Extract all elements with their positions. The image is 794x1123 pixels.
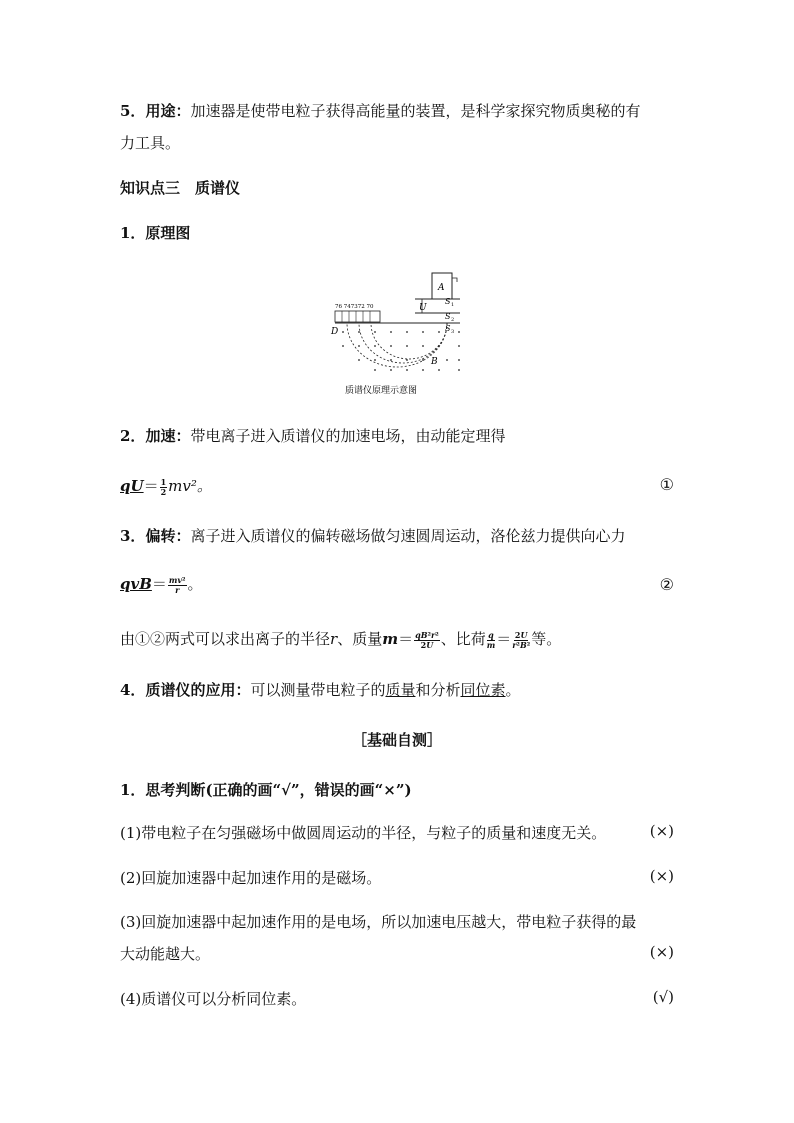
diagram-caption: 质谱仪原理示意图 — [345, 386, 418, 396]
svg-text:3: 3 — [451, 329, 455, 335]
item5-head: 用途： — [145, 102, 191, 120]
underlined-mass: 质量 — [385, 681, 416, 699]
s3-line: 3．偏转：离子进入质谱仪的偏转磁场做匀速圆周运动，洛伦兹力提供向心力 — [120, 527, 626, 545]
label-s2: S — [445, 312, 451, 321]
label-b: B — [431, 357, 438, 367]
item-4-mark: (√) — [652, 988, 674, 1006]
item-1-mark: (×) — [649, 822, 674, 840]
item-1: (1)带电粒子在匀强磁场中做圆周运动的半径，与粒子的质量和速度无关。 — [120, 824, 607, 842]
item-2: (2)回旋加速器中起加速作用的是磁场。 — [120, 869, 382, 887]
q1-heading: 1．思考判断(正确的画“√”，错误的画“×”) — [120, 781, 412, 799]
s2-line: 2．加速：带电离子进入质谱仪的加速电场，由动能定理得 — [120, 427, 506, 445]
s1-heading: 1．原理图 — [120, 224, 191, 242]
self-test-title: ［基础自测］ — [351, 731, 442, 749]
svg-text:1: 1 — [451, 302, 455, 308]
item-2-mark: (×) — [649, 867, 674, 885]
underlined-isotope: 同位素 — [460, 681, 506, 699]
item5-line2: 力工具。 — [120, 134, 181, 152]
item-4: (4)质谱仪可以分析同位素。 — [120, 990, 307, 1008]
item5-line1: 5．用途：加速器是使带电粒子获得高能量的装置，是科学家探究物质奥秘的有 — [120, 102, 641, 120]
svg-text:2: 2 — [451, 317, 455, 323]
item-3-mark: (×) — [649, 943, 674, 961]
label-u: U — [419, 303, 427, 313]
mass-spectrometer-diagram — [325, 270, 475, 400]
equation-number-1: ① — [659, 475, 674, 494]
label-s3: S — [445, 324, 451, 333]
item-3-line2: 大动能越大。 — [120, 945, 211, 963]
equation-number-2: ② — [659, 575, 674, 594]
s2-equation: qU＝ $\frac{1}{2}$ mv²。 — [120, 476, 212, 497]
section-title: 知识点三 质谱仪 — [120, 179, 241, 197]
scale-labels: 76 747372 70 — [335, 304, 374, 310]
s4-line: 4．质谱仪的应用：可以测量带电粒子的质量和分析同位素。 — [120, 681, 521, 699]
label-d: D — [331, 327, 339, 337]
label-a: A — [438, 283, 445, 293]
s3-equation: qvB＝ $\frac{\text{mv²}}{r}$ 。 — [120, 574, 203, 595]
label-s1: S — [445, 297, 451, 306]
s3b-line: 由①②两式可以求出离子的半径r、质量m＝ $\frac{\text{qB²r²}}{2U}$ 、比荷 $\frac{q}{m}$ ＝ $\frac{2U}{\text{r²B²}}$ 等。 — [120, 629, 562, 650]
item-3-line1: (3)回旋加速器中起加速作用的是电场，所以加速电压越大，带电粒子获得的最 — [120, 913, 637, 931]
